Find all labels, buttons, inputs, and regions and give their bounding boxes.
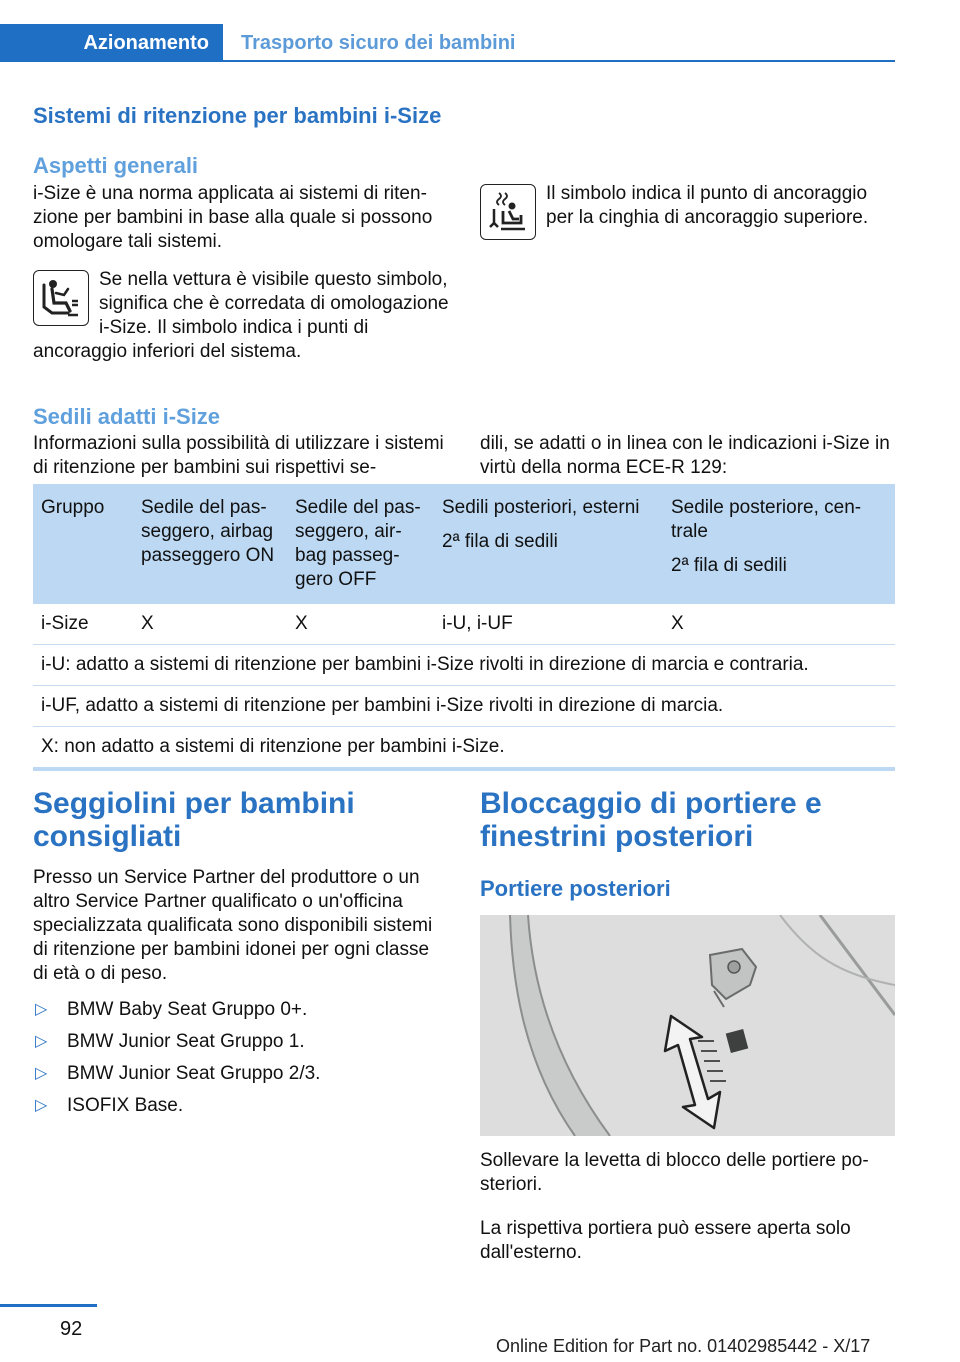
edition-note: Online Edition for Part no. 01402985442 - X/17 xyxy=(496,1336,871,1356)
table-cell: X xyxy=(663,604,895,645)
table-note: i-UF, adatto a sistemi di ritenzione per bambini i-Size rivolti in direzione di marcia. xyxy=(33,686,895,727)
table-cell: i-Size xyxy=(33,604,133,645)
table-cell: i-U, i-UF xyxy=(434,604,663,645)
isize-intro: i-Size è una norma applicata ai sistemi di ritenzione per bambini in base alla quale si possono omologare tali sistemi. xyxy=(33,183,433,252)
chapter-tab[interactable] xyxy=(0,24,223,62)
subsection-title-general: Aspetti generali xyxy=(33,153,199,178)
table-cell: X xyxy=(287,604,434,645)
list-item-label: BMW Baby Seat Gruppo 0+. xyxy=(67,999,308,1020)
rear-door-lock-illustration xyxy=(480,915,895,1136)
table-header-cell: Sedile del passeggero, airbag passeggero ON xyxy=(133,484,287,604)
seats-table xyxy=(33,484,895,771)
seats-text-left: Informazioni sulla possibilità di utilizzare i sistemi di ritenzione per bambini sui rispettivi se- xyxy=(33,433,444,478)
table-header-row xyxy=(33,484,895,604)
list-item xyxy=(33,998,449,1022)
section-title-locking: Bloccaggio di portiere e finestrini posteriori xyxy=(480,787,822,853)
seats-text-right: dili, se adatti o in linea con le indicazioni i-Size in virtù della norma ECE-R 129: xyxy=(480,433,890,478)
table-note: X: non adatto a sistemi di ritenzione per bambini i-Size. xyxy=(33,727,895,770)
table-note-row xyxy=(33,686,895,727)
table-note-row xyxy=(33,645,895,686)
table-note-row xyxy=(33,727,895,770)
table-cell: X xyxy=(133,604,287,645)
child-seat-top-tether-icon xyxy=(480,184,536,240)
section-title-isize: Sistemi di ritenzione per bambini i-Size xyxy=(33,103,442,128)
list-item xyxy=(33,1062,449,1086)
table-note: i-U: adatto a sistemi di ritenzione per bambini i-Size rivolti in direzione di marcia e contraria. xyxy=(33,645,895,686)
triangle-bullet-icon: ▷ xyxy=(35,1097,48,1114)
header-divider xyxy=(223,60,895,62)
isize-symbol-text-top: Il simbolo indica il punto di ancoraggio per la cinghia di ancoraggio superiore. xyxy=(546,183,869,228)
isize-symbol-text-lower xyxy=(33,268,449,364)
isize-symbol-text-lower-body: Se nella vettura è visibile questo simbolo, significa che è corredata di omologazione i-Size. Il simbolo indica i punti di ancoraggio inferiori del sistema. xyxy=(33,269,449,362)
list-item-label: BMW Junior Seat Gruppo 1. xyxy=(67,1031,305,1052)
table-header-cell: Gruppo xyxy=(33,484,133,604)
chapter-tab-label: Azionamento xyxy=(83,31,209,54)
subsection-title-rear-doors: Portiere posteriori xyxy=(480,876,671,901)
list-item xyxy=(33,1094,449,1118)
triangle-bullet-icon: ▷ xyxy=(35,1065,48,1082)
subsection-title-seats: Sedili adatti i-Size xyxy=(33,404,221,429)
section-title-recommended: Seggiolini per bambini consigliati xyxy=(33,787,355,853)
triangle-bullet-icon: ▷ xyxy=(35,1001,48,1018)
locking-caption-2: La rispettiva portiera può essere aperta solo dall'esterno. xyxy=(480,1218,851,1263)
recommended-list xyxy=(33,998,449,1126)
table-row xyxy=(33,604,895,645)
list-item xyxy=(33,1030,449,1054)
icon-float-spacer xyxy=(33,268,99,340)
list-item-label: ISOFIX Base. xyxy=(67,1095,184,1116)
table-header-cell: Sedile del passeggero, airbag passeggero OFF xyxy=(287,484,434,604)
recommended-text: Presso un Service Partner del produttore o un altro Service Partner qualificato o un'officina specializzata qualificata sono disponibili sistemi di ritenzione per bambini idonei per ogni classe di età o di peso. xyxy=(33,867,433,984)
footer-divider xyxy=(0,1304,97,1307)
triangle-bullet-icon: ▷ xyxy=(35,1033,48,1050)
table-header-cell: Sedili posteriori, esterni 2ª fila di sedili xyxy=(434,484,663,604)
page-number: 92 xyxy=(60,1318,83,1340)
section-breadcrumb[interactable]: Trasporto sicuro dei bambini xyxy=(241,32,516,54)
table-header-cell: Sedile posteriore, centrale 2ª fila di sedili xyxy=(663,484,895,604)
locking-caption-1: Sollevare la levetta di blocco delle portiere posteriori. xyxy=(480,1150,869,1195)
list-item-label: BMW Junior Seat Gruppo 2/3. xyxy=(67,1063,321,1084)
